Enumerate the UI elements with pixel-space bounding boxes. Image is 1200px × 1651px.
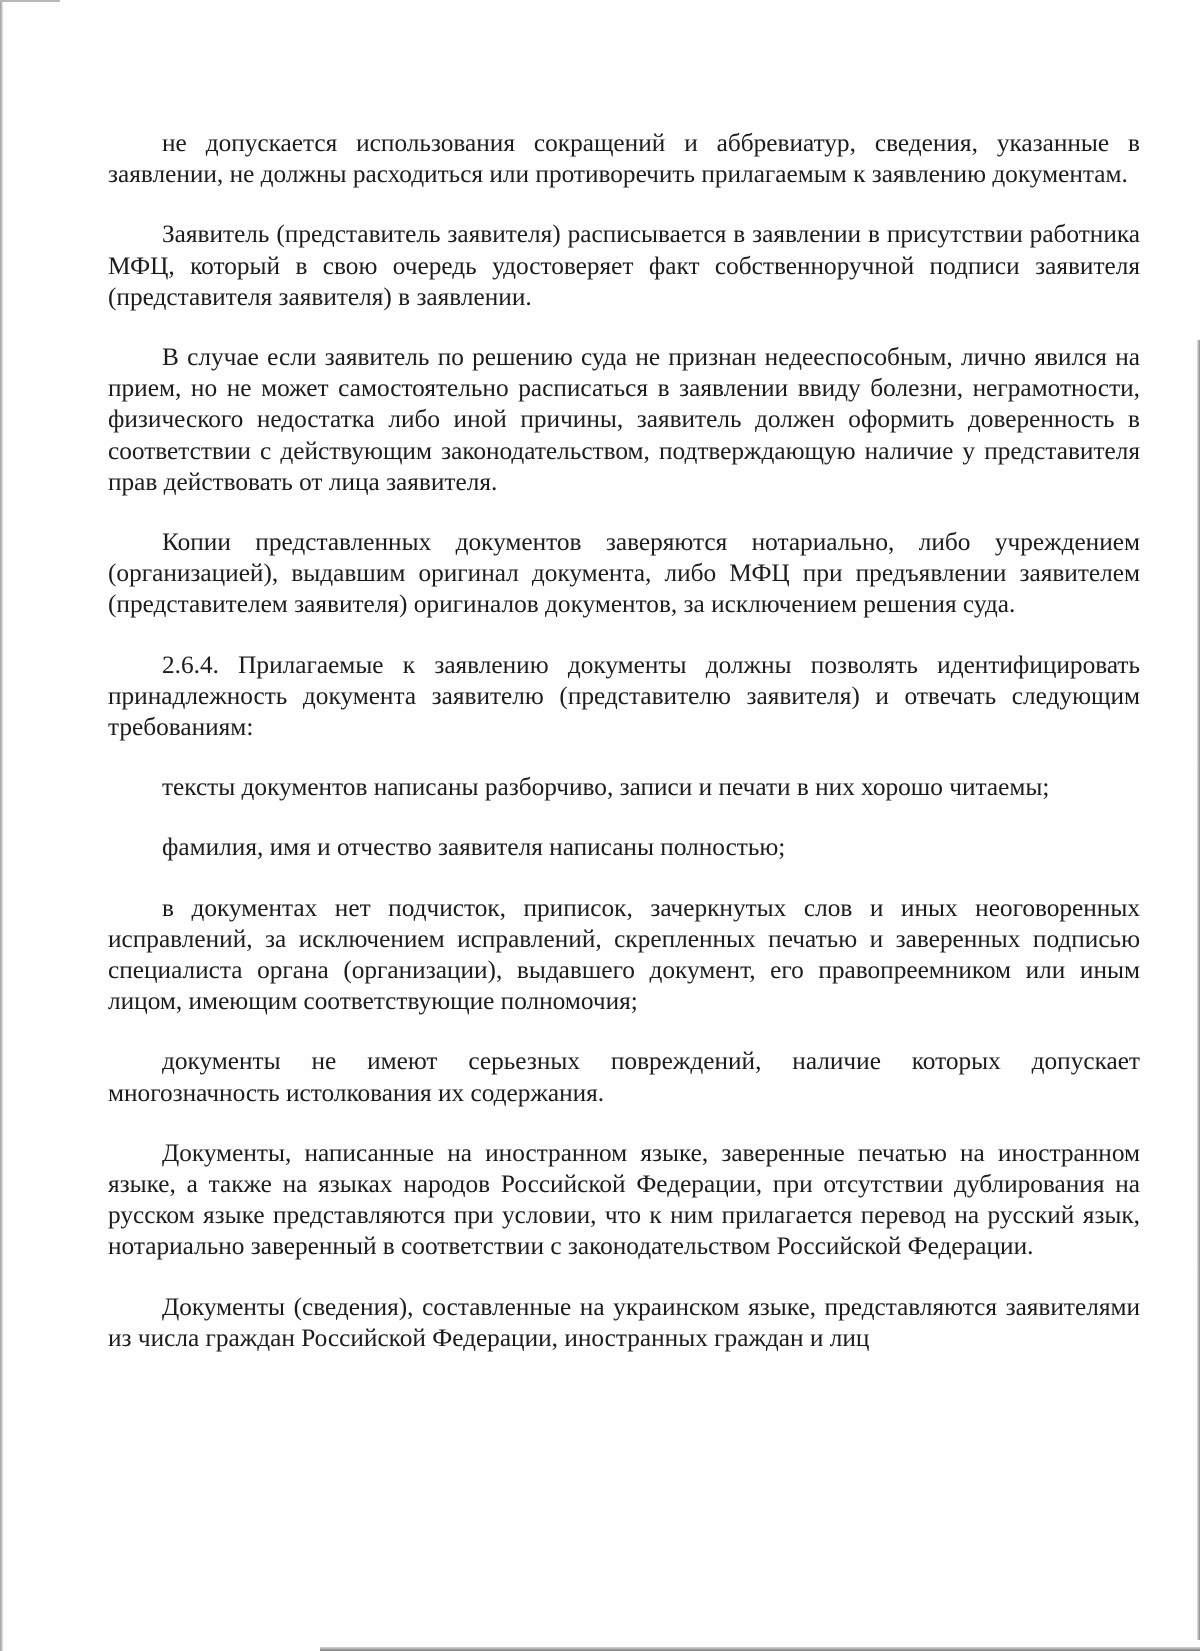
paragraph-abbreviations: не допускается использования сокращений и аббревиатур, сведения, указанные в заявлении, не должны расходиться или противоречить прилагаемым к заявлению документам. bbox=[108, 129, 1140, 189]
scan-edge-left bbox=[0, 0, 3, 1651]
paragraph-applicant-signature: Заявитель (представитель заявителя) расписывается в заявлении в присутствии работника МФЦ, который в свою очередь удостоверяет факт собственноручной подписи заявителя (представителя заявителя) в заявлении. bbox=[108, 220, 1140, 311]
paragraph-power-of-attorney: В случае если заявитель по решению суда не признан недееспособным, лично явился на прием, но не может самостоятельно расписаться в заявлении ввиду болезни, неграмотности, физического недостатка либо иной причины, заявитель должен оформить доверенность в соответствии с действующим законодательством, подтверждающую наличие у представителя прав действовать от лица заявителя. bbox=[108, 343, 1140, 496]
document-body bbox=[108, 128, 1140, 1354]
paragraph-foreign-language: Документы, написанные на иностранном языке, заверенные печатью на иностранном языке, а также на языках народов Российской Федерации, при отсутствии дублирования на русском языке представляются при условии, что к ним прилагается перевод на русский язык, нотариально заверенный в соответствии с законодательством Российской Федерации. bbox=[108, 1138, 1140, 1261]
paragraph-certified-copies: Копии представленных документов заверяются нотариально, либо учреждением (организацией), выдавшим оригинал документа, либо МФЦ при предъявлении заявителем (представителем заявителя) оригиналов документов, за исключением решения суда. bbox=[108, 528, 1140, 619]
paragraph-ukrainian-language: Документы (сведения), составленные на украинском языке, представляются заявителями из числа граждан Российской Федерации, иностранных граждан и лиц bbox=[108, 1292, 1140, 1352]
requirement-full-name: фамилия, имя и отчество заявителя написаны полностью; bbox=[162, 833, 786, 862]
requirement-no-corrections: в документах нет подчисток, приписок, зачеркнутых слов и иных неоговоренных исправлений, за исключением исправлений, скрепленных печатью и заверенных подписью специалиста органа (организации), выдавшего документ, его правопреемником или иным лицом, имеющим соответствующие полномочия; bbox=[108, 893, 1140, 1016]
paragraph-section-2-6-4: 2.6.4. Прилагаемые к заявлению документы должны позволять идентифицировать принадлежность документа заявителю (представителю заявителя) и отвечать следующим требованиям: bbox=[108, 650, 1140, 742]
scan-edge-top bbox=[0, 0, 60, 2]
scan-edge-bottom bbox=[320, 1647, 1200, 1651]
requirement-no-damage: документы не имеют серьезных повреждений, наличие которых допускает многозначность истолкования их содержания. bbox=[108, 1047, 1140, 1107]
requirement-legible-texts: тексты документов написаны разборчиво, записи и печати в них хорошо читаемы; bbox=[162, 773, 1050, 802]
